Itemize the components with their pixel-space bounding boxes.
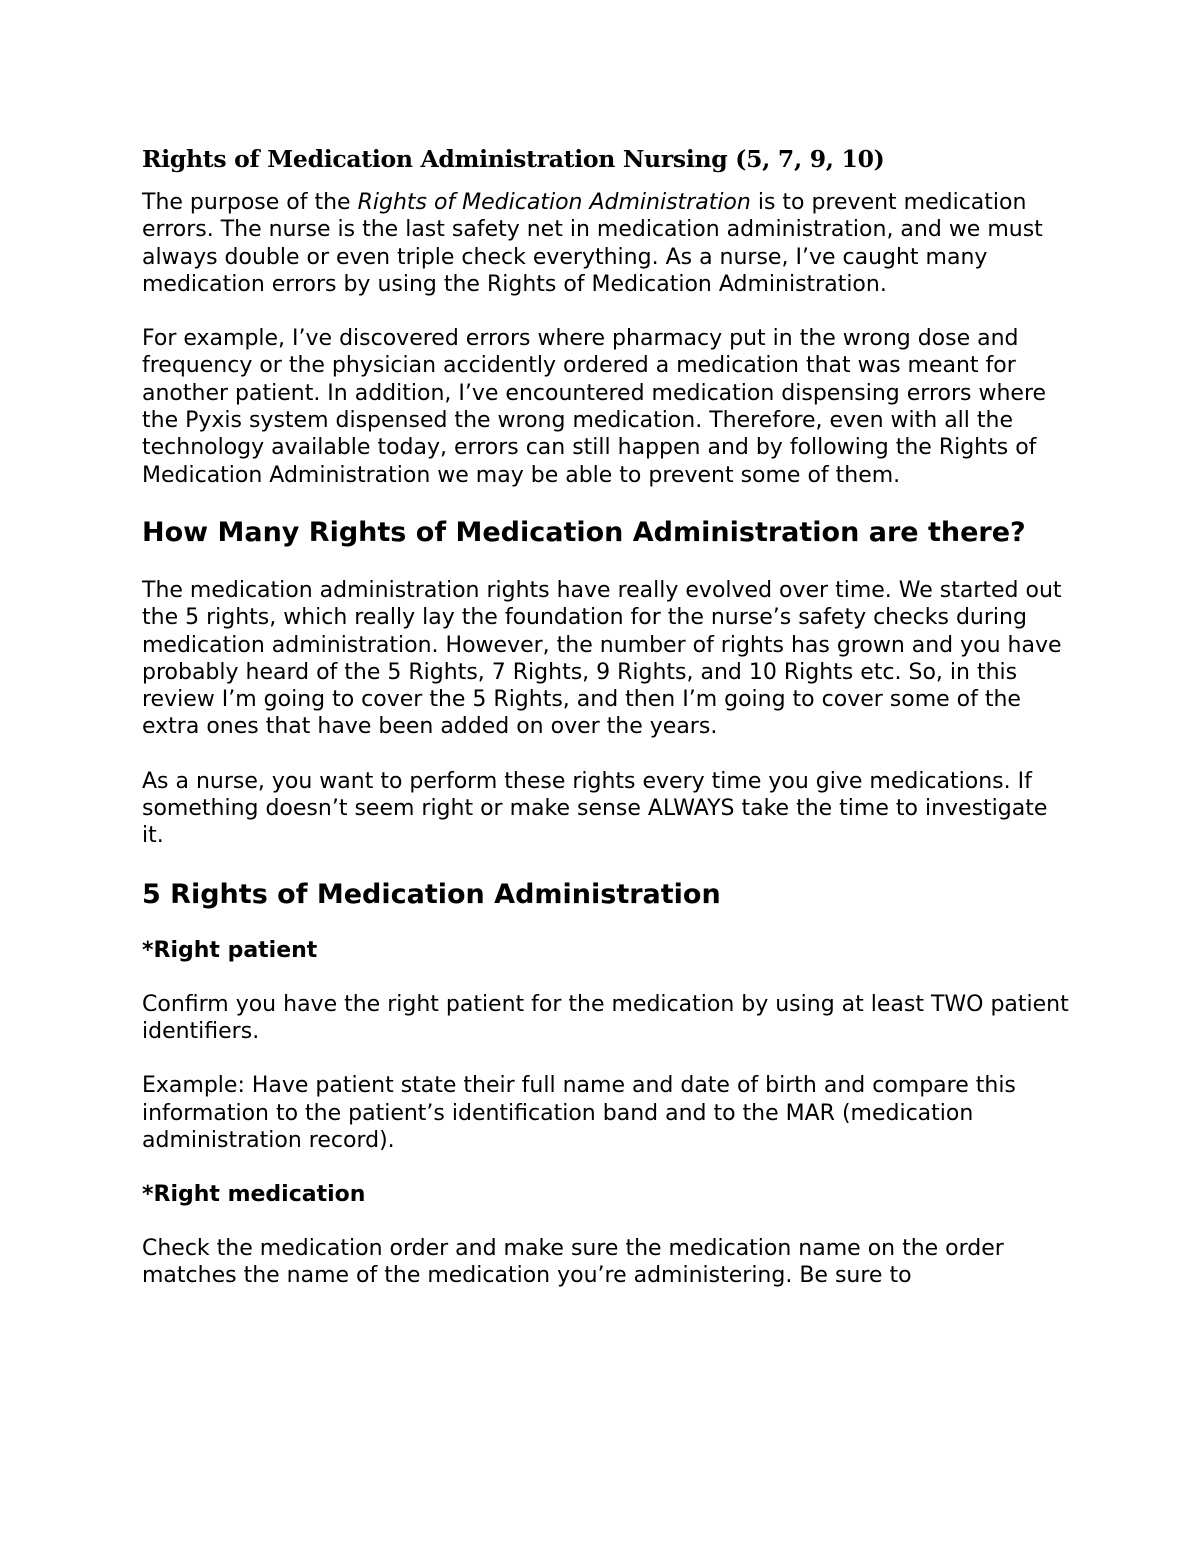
document-title: Rights of Medication Administration Nursing (5, 7, 9, 10) — [142, 145, 885, 173]
intro-text-start: The purpose of the — [142, 190, 358, 215]
right-medication-heading: *Right medication — [142, 1182, 366, 1208]
five-rights-heading: 5 Rights of Medication Administration — [142, 878, 721, 910]
how-many-paragraph-2: As a nurse, you want to perform these rights every time you give medications. If something doesn’t seem right or make sense ALWAYS take the time to investigate it. — [142, 768, 1048, 849]
intro-paragraph — [142, 189, 1072, 298]
intro-italic-term: Rights of Medication Administration — [357, 190, 751, 215]
right-patient-heading: *Right patient — [142, 937, 318, 963]
intro-text-end: is to prevent medication errors. The nurse is the last safety net in medication administration, and we must always double or even triple check everything. As a nurse, I’ve caught many medication errors by using the Rights of Medication Administration. — [142, 190, 1043, 297]
right-patient-paragraph-2: Example: Have patient state their full name and date of birth and compare this information to the patient’s identification band and to the MAR (medication administration record). — [142, 1073, 1016, 1153]
how-many-heading: How Many Rights of Medication Administration are there? — [142, 516, 1026, 548]
document-body — [142, 143, 1072, 1290]
how-many-paragraph-1: The medication administration rights have really evolved over time. We started out the 5 rights, which really lay the foundation for the nurse’s safety checks during medication administration. However, the number of rights has grown and you have probably heard of the 5 Rights, 7 Rights, 9 Rights, and 10 Rights etc. So, in this review I’m going to cover the 5 Rights, and then I’m going to cover some of the extra ones that have been added on over the years. — [142, 577, 1062, 740]
example-paragraph: For example, I’ve discovered errors where pharmacy put in the wrong dose and frequency or the physician accidently ordered a medication that was meant for another patient. In addition, I’ve encountered medication dispensing errors where the Pyxis system dispensed the wrong medication. Therefore, even with all the technology available today, errors can still happen and by following the Rights of Medication Administration we may be able to prevent some of them. — [142, 326, 1047, 488]
right-patient-paragraph-1: Confirm you have the right patient for the medication by using at least TWO patient identifiers. — [142, 991, 1069, 1044]
right-medication-paragraph-1: Check the medication order and make sure the medication name on the order matches the name of the medication you’re administering. Be sure to — [142, 1236, 1004, 1289]
